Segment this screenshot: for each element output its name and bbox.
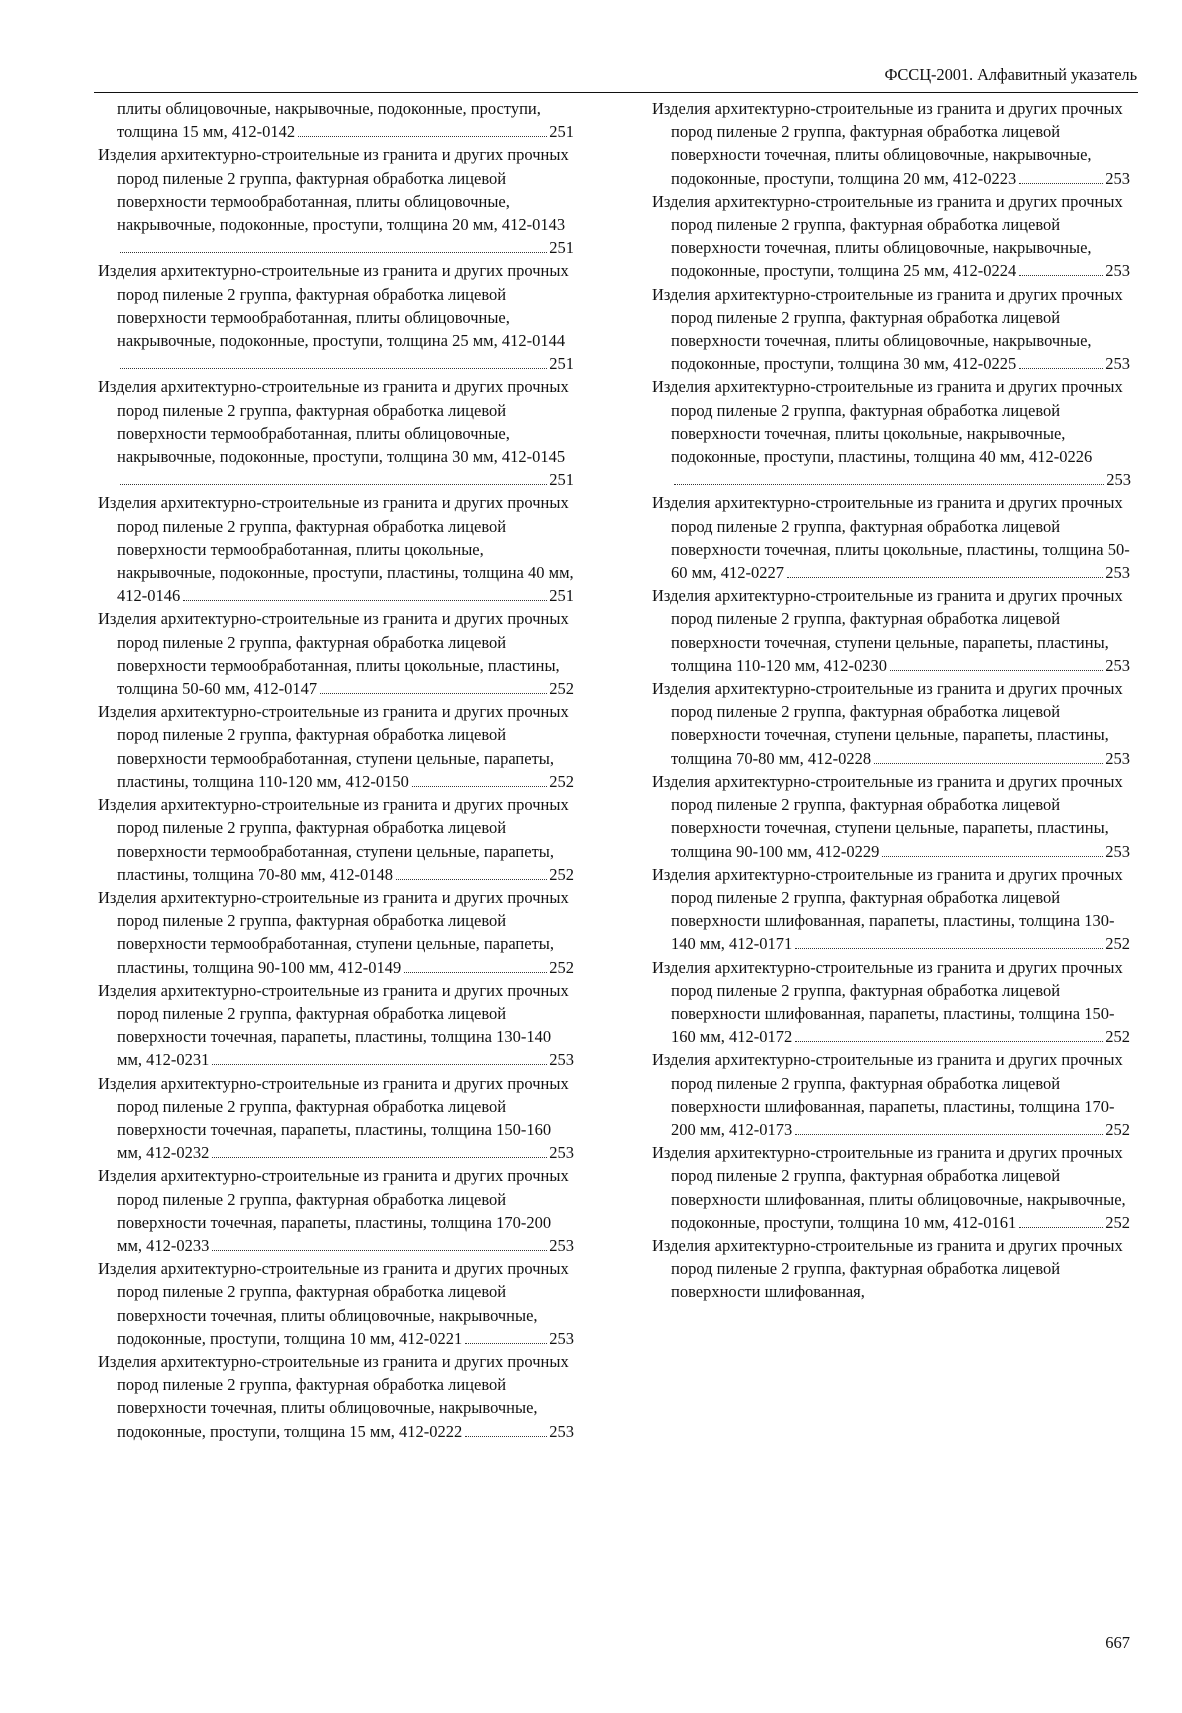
index-column-right: [652, 97, 1134, 1304]
entry-text: Изделия архитектурно-строительные из гранита и других прочных пород пиленые 2 группа, фактурная обработка лицевой поверхности термообработанная, плиты цокольные, накрывочные, подоконные, проступи, пластины, толщина 40 мм, 412-0146: [98, 493, 574, 606]
dot-leader: [396, 879, 547, 880]
dot-leader: [890, 670, 1103, 671]
entry-text: Изделия архитектурно-строительные из гранита и других прочных пород пиленые 2 группа, фактурная обработка лицевой поверхности шлифованная, парапеты, пластины, толщина 150-160 мм, 412-0172: [652, 957, 1123, 1047]
entry-page-ref: 252: [1105, 934, 1130, 954]
entry-page-ref: 253: [549, 1328, 574, 1348]
entry-text: Изделия архитектурно-строительные из гранита и других прочных пород пиленые 2 группа, фактурная обработка лицевой поверхности термообработанная, ступени цельные, парапеты, пластины, толщина 90-100 мм, 412-0149: [98, 887, 569, 977]
index-entry: [652, 97, 1134, 190]
entry-page-ref: 253: [1105, 563, 1130, 583]
dot-leader: [212, 1157, 547, 1158]
dot-leader: [1019, 275, 1103, 276]
entry-page-ref: 253: [1106, 470, 1131, 490]
entry-page-ref: 253: [1105, 261, 1130, 281]
entry-text: Изделия архитектурно-строительные из гранита и других прочных пород пиленые 2 группа, фактурная обработка лицевой поверхности шлифованная,: [652, 1235, 1123, 1302]
index-entry: [652, 584, 1134, 677]
index-entry: [98, 259, 578, 375]
entry-text: Изделия архитектурно-строительные из гранита и других прочных пород пиленые 2 группа, фактурная обработка лицевой поверхности термообработанная, плиты облицовочные, накрывочные, подоконные, проступи, толщина 20 мм, 412-0143: [98, 145, 569, 235]
entry-page-ref: 252: [549, 864, 574, 884]
dot-leader: [674, 484, 1104, 485]
entry-text: Изделия архитектурно-строительные из гранита и других прочных пород пиленые 2 группа, фактурная обработка лицевой поверхности точечная, ступени цельные, парапеты, пластины, толщина 90-100 мм, 412-0229: [652, 771, 1123, 861]
page-number: 667: [1105, 1633, 1130, 1652]
dot-leader: [874, 763, 1103, 764]
entry-text: Изделия архитектурно-строительные из гранита и других прочных пород пиленые 2 группа, фактурная обработка лицевой поверхности шлифованная, плиты облицовочные, накрывочные, подоконные, проступи, толщина 10 мм, 412-0161: [652, 1143, 1126, 1232]
dot-leader: [120, 368, 547, 369]
entry-text: Изделия архитектурно-строительные из гранита и других прочных пород пиленые 2 группа, фактурная обработка лицевой поверхности точечная, плиты облицовочные, накрывочные, подоконные, проступи, толщина 10 мм, 412-0221: [98, 1259, 569, 1348]
index-entry: [98, 607, 578, 700]
entry-page-ref: 251: [549, 470, 574, 490]
index-entry: [652, 956, 1134, 1049]
entry-page-ref: 253: [549, 1421, 574, 1441]
entry-text: Изделия архитектурно-строительные из гранита и других прочных пород пиленые 2 группа, фактурная обработка лицевой поверхности точечная, плиты облицовочные, накрывочные, подоконные, проступи, толщина 15 мм, 412-0222: [98, 1351, 569, 1441]
dot-leader: [120, 252, 547, 253]
entry-page-ref: 252: [549, 679, 574, 699]
index-entry: [98, 979, 578, 1072]
running-header: ФССЦ-2001. Алфавитный указатель: [884, 65, 1137, 84]
entry-page-ref: 252: [549, 957, 574, 977]
index-entry: [98, 491, 578, 607]
dot-leader: [882, 856, 1103, 857]
dot-leader: [795, 1134, 1103, 1135]
entry-text: Изделия архитектурно-строительные из гранита и других прочных пород пиленые 2 группа, фактурная обработка лицевой поверхности точечная, плиты цокольные, пластины, толщина 50-60 мм, 412-0227: [652, 493, 1130, 583]
dot-leader: [212, 1064, 547, 1065]
entry-page-ref: 251: [549, 238, 574, 258]
entry-page-ref: 253: [549, 1235, 574, 1255]
entry-text: Изделия архитектурно-строительные из гранита и других прочных пород пиленые 2 группа, фактурная обработка лицевой поверхности термообработанная, ступени цельные, парапеты, пластины, толщина 110-120 мм, 412-0150: [98, 702, 569, 791]
index-entry: [98, 375, 578, 491]
dot-leader: [795, 948, 1103, 949]
index-entry: [98, 1164, 578, 1257]
entry-text: Изделия архитектурно-строительные из гранита и других прочных пород пиленые 2 группа, фактурная обработка лицевой поверхности точечная, плиты облицовочные, накрывочные, подоконные, проступи, толщина 30 мм, 412-0225: [652, 284, 1123, 374]
index-entry: [652, 1048, 1134, 1141]
entry-text: Изделия архитектурно-строительные из гранита и других прочных пород пиленые 2 группа, фактурная обработка лицевой поверхности точечная, плиты облицовочные, накрывочные, подоконные, проступи, толщина 20 мм, 412-0223: [652, 99, 1123, 188]
dot-leader: [795, 1041, 1103, 1042]
index-entry: [652, 1234, 1134, 1304]
index-entry: [98, 143, 578, 259]
dot-leader: [465, 1436, 547, 1437]
entry-text: Изделия архитектурно-строительные из гранита и других прочных пород пиленые 2 группа, фактурная обработка лицевой поверхности термообработанная, плиты облицовочные, накрывочные, подоконные, проступи, толщина 30 мм, 412-0145: [98, 377, 569, 467]
entry-page-ref: 253: [1105, 841, 1130, 861]
entry-page-ref: 252: [1105, 1212, 1130, 1232]
index-entry: [652, 770, 1134, 863]
entry-text: Изделия архитектурно-строительные из гранита и других прочных пород пиленые 2 группа, фактурная обработка лицевой поверхности точечная, парапеты, пластины, толщина 150-160 мм, 412-0232: [98, 1073, 569, 1163]
dot-leader: [120, 484, 547, 485]
index-entry: [652, 190, 1134, 283]
entry-page-ref: 252: [1105, 1119, 1130, 1139]
index-entry: [652, 375, 1134, 491]
header-rule: [94, 92, 1138, 93]
entry-text: Изделия архитектурно-строительные из гранита и других прочных пород пиленые 2 группа, фактурная обработка лицевой поверхности точечная, плиты цокольные, накрывочные, подоконные, проступи, пластины, толщина 40 мм, 412-0226: [652, 377, 1123, 467]
index-entry: [652, 677, 1134, 770]
entry-text: Изделия архитектурно-строительные из гранита и других прочных пород пиленые 2 группа, фактурная обработка лицевой поверхности термообработанная, плиты цокольные, пластины, толщина 50-60 мм, 412-0147: [98, 609, 569, 699]
index-entry: [652, 863, 1134, 956]
entry-page-ref: 251: [549, 354, 574, 374]
index-entry: [98, 1257, 578, 1350]
entry-text: Изделия архитектурно-строительные из гранита и других прочных пород пиленые 2 группа, фактурная обработка лицевой поверхности шлифованная, парапеты, пластины, толщина 130-140 мм, 412-0171: [652, 864, 1123, 954]
index-entry: [652, 283, 1134, 376]
entry-text: Изделия архитектурно-строительные из гранита и других прочных пород пиленые 2 группа, фактурная обработка лицевой поверхности термообработанная, ступени цельные, парапеты, пластины, толщина 70-80 мм, 412-0148: [98, 795, 569, 884]
dot-leader: [298, 136, 547, 137]
dot-leader: [212, 1250, 547, 1251]
index-entry: [652, 1141, 1134, 1234]
entry-page-ref: 253: [1105, 168, 1130, 188]
dot-leader: [320, 693, 547, 694]
dot-leader: [1019, 368, 1103, 369]
entry-page-ref: 253: [1105, 655, 1130, 675]
dot-leader: [1019, 183, 1103, 184]
index-entry: [117, 97, 578, 143]
index-entry: [652, 491, 1134, 584]
dot-leader: [412, 786, 547, 787]
index-entry: [98, 886, 578, 979]
index-entry: [98, 793, 578, 886]
entry-page-ref: 253: [549, 1050, 574, 1070]
index-column-left: [98, 97, 578, 1443]
entry-text: Изделия архитектурно-строительные из гранита и других прочных пород пиленые 2 группа, фактурная обработка лицевой поверхности точечная, ступени цельные, парапеты, пластины, толщина 70-80 мм, 412-0228: [652, 679, 1123, 768]
entry-page-ref: 251: [549, 122, 574, 142]
dot-leader: [1019, 1227, 1103, 1228]
dot-leader: [465, 1343, 547, 1344]
entry-text: плиты облицовочные, накрывочные, подоконные, проступи, толщина 15 мм, 412-0142: [117, 99, 541, 142]
entry-text: Изделия архитектурно-строительные из гранита и других прочных пород пиленые 2 группа, фактурная обработка лицевой поверхности точечная, парапеты, пластины, толщина 170-200 мм, 412-0233: [98, 1166, 569, 1255]
entry-page-ref: 253: [1105, 354, 1130, 374]
entry-page-ref: 251: [549, 586, 574, 606]
entry-text: Изделия архитектурно-строительные из гранита и других прочных пород пиленые 2 группа, фактурная обработка лицевой поверхности термообработанная, плиты облицовочные, накрывочные, подоконные, проступи, толщина 25 мм, 412-0144: [98, 261, 569, 351]
dot-leader: [787, 577, 1103, 578]
entry-page-ref: 252: [549, 771, 574, 791]
entry-text: Изделия архитектурно-строительные из гранита и других прочных пород пиленые 2 группа, фактурная обработка лицевой поверхности точечная, плиты облицовочные, накрывочные, подоконные, проступи, толщина 25 мм, 412-0224: [652, 191, 1123, 281]
dot-leader: [183, 600, 547, 601]
index-entry: [98, 700, 578, 793]
entry-text: Изделия архитектурно-строительные из гранита и других прочных пород пиленые 2 группа, фактурная обработка лицевой поверхности шлифованная, парапеты, пластины, толщина 170-200 мм, 412-0173: [652, 1050, 1123, 1139]
entry-text: Изделия архитектурно-строительные из гранита и других прочных пород пиленые 2 группа, фактурная обработка лицевой поверхности точечная, ступени цельные, парапеты, пластины, толщина 110-120 мм, 412-0230: [652, 586, 1123, 675]
entry-text: Изделия архитектурно-строительные из гранита и других прочных пород пиленые 2 группа, фактурная обработка лицевой поверхности точечная, парапеты, пластины, толщина 130-140 мм, 412-0231: [98, 980, 569, 1070]
entry-page-ref: 253: [1105, 748, 1130, 768]
index-entry: [98, 1072, 578, 1165]
dot-leader: [404, 972, 547, 973]
entry-page-ref: 253: [549, 1143, 574, 1163]
entry-page-ref: 252: [1105, 1027, 1130, 1047]
index-entry: [98, 1350, 578, 1443]
